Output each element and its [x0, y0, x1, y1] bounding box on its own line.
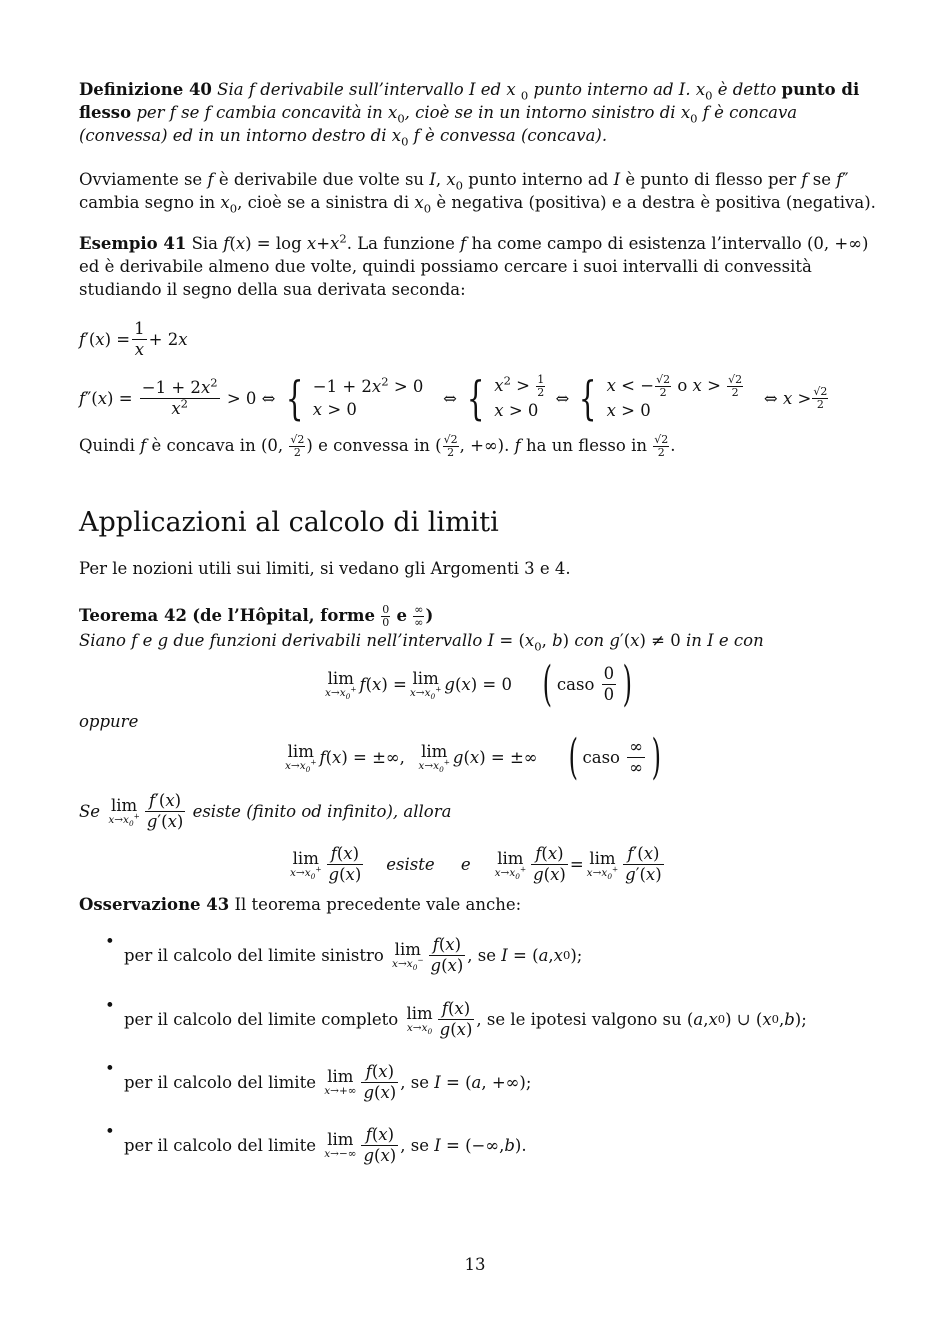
- def-text: , cioè se in un intorno sinistro di: [404, 103, 676, 122]
- def-text: è concava (convessa) ed in un intorno destro di: [79, 103, 798, 145]
- definition-40: Definizione 40 Sia f derivabile sull’intervallo I ed x $_0$ punto interno ad I. $x_0$ è detto punto di flesso per f se f cambia concavità in $x_0$, cioè se in un intorno sinistro di $x_0$ f è concava (convessa) ed in un intorno destro di $x_0$ f è convessa (concava).: [79, 80, 860, 149]
- list-item: • per il calcolo del limite lim x→+∞ $\frac{f(x)}{g(x)}$ , se I = ( a , +∞);: [79, 1057, 887, 1107]
- text: Siano: [79, 631, 126, 650]
- section-title: Applicazioni al calcolo di limiti: [79, 507, 499, 538]
- text: • per il calcolo del limite: [124, 1135, 316, 1155]
- text: è derivabile due volte su: [218, 170, 425, 189]
- text: punto interno ad: [468, 170, 609, 189]
- hypothesis-ratio: Se lim $x\to x_0^+$ $\frac{f'(x)}{g'(x)}$ esiste (finito od infinito), allora: [79, 791, 452, 831]
- example-conclusion: Quindi f è concava in (0, $\frac{√2}{2}$ ) e convessa in ( $\frac{√2}{2}$ , +∞). f ha un flesso in $\frac{√2}{2}$ .: [79, 433, 676, 459]
- oppure: oppure: [79, 712, 139, 731]
- theorem-title: (de l’Hôpital, forme: [192, 606, 376, 625]
- page-number: 13: [464, 1255, 486, 1274]
- text: ha un flesso in: [525, 436, 647, 455]
- hypothesis-zero-zero: lim $x\to x_0^+$ f ( x ) = lim $x\to x_0^+$ g ( x ) = 0 ( caso $\frac{0}{0}$ ): [325, 656, 633, 712]
- text: • per il calcolo del limite sinistro: [124, 945, 384, 965]
- def-text: Sia: [217, 80, 244, 99]
- def-text: se: [181, 103, 200, 122]
- text: ha come campo di esistenza l’intervallo: [471, 234, 802, 253]
- theorem-42-heading: Teorema 42 (de l’Hôpital, forme $\frac{0}{0}$ e ∞ ∞ ): [79, 603, 434, 629]
- text: in: [685, 631, 702, 650]
- text: , cioè se a sinistra di: [237, 193, 410, 212]
- text: Se: [79, 802, 101, 821]
- def-text: cambia concavità in: [216, 103, 383, 122]
- text: . La funzione: [346, 234, 455, 253]
- text: con: [574, 631, 605, 650]
- list-item: • per il calcolo del limite sinistro lim $x\to x_0^-$ $\frac{f(x)}{g(x)}$ , se I = ( a , x 0 );: [79, 930, 887, 980]
- text: caso: [582, 747, 620, 767]
- text: o: [677, 376, 688, 395]
- paragraph-ovviamente: Ovviamente se f è derivabile due volte su I, $x_0$ punto interno ad I è punto di flesso per f se f″ cambia segno in $x_0$, cioè se a sinistra di $x_0$ è negativa (positiva) e a destra è positiva (negativa).: [79, 170, 876, 216]
- text: ed è derivabile almeno due volte, quindi possiamo cercare i suoi intervalli di convessità studiando il segno della sua derivata seconda:: [79, 257, 812, 299]
- remark-43: [79, 893, 887, 916]
- text: è concava in: [151, 436, 256, 455]
- def-text: derivabile sull’intervallo: [260, 80, 464, 99]
- text: esiste (finito od infinito), allora: [192, 802, 452, 821]
- defined-term: punto di flesso: [79, 80, 860, 122]
- text: e convessa in: [318, 436, 430, 455]
- remark-label: Osservazione 43: [79, 895, 230, 914]
- text: , se: [400, 1135, 429, 1155]
- text: è negativa (positiva) e a destra è positiva (negativa).: [436, 193, 876, 212]
- text: cambia segno in: [79, 193, 216, 212]
- text: Sia: [191, 234, 219, 253]
- text: caso: [556, 674, 595, 694]
- example-label: Esempio 41: [79, 234, 187, 253]
- text: , se: [467, 945, 497, 965]
- second-derivative: f ″( x ) = $\frac{-1 + 2x^2}{x^2}$ > 0 ⇔ { $-1 + 2x^2 > 0$ x > 0 ⇔ { $x^2$ > $\frac{1}{2}$ x > 0 ⇔ { x < − $\frac{√2}{2}$ o x > $\frac{√2}{2}$ x > 0 ⇔ x > √2 2: [79, 371, 828, 425]
- def-text: punto interno ad: [533, 80, 674, 99]
- text: esiste: [386, 855, 435, 874]
- def-text: per: [136, 103, 165, 122]
- example-41: Esempio 41 Sia $f(x) = \log x+x^2$. La funzione f ha come campo di esistenza l’intervallo (0, +∞) ed è derivabile almeno due volte, quindi possiamo cercare i suoi intervalli di convessità studiando il segno della sua derivata seconda:: [79, 231, 869, 299]
- text: e: [142, 631, 153, 650]
- remark-list: [79, 930, 887, 1170]
- hypothesis-inf-inf: lim $x\to x_0^+$ f ( x ) = ±∞, lim $x\to x_0^+$ g ( x ) = ±∞ ( caso $\frac{\infty}{\infty}$ ): [285, 729, 662, 785]
- text: • per il calcolo del limite completo: [124, 1009, 399, 1029]
- first-derivative: f ′( x ) = $\frac{1}{x}$ + 2 x: [79, 319, 188, 359]
- thesis: lim $x\to x_0^+$ $\frac{f(x)}{g(x)}$ esiste e lim $x\to x_0^+$ $\frac{f(x)}{g(x)}$ = lim $x\to x_0^+$ $\frac{f'(x)}{g'(x)}$: [290, 844, 662, 884]
- def-text: è convessa (concava).: [425, 126, 608, 145]
- theorem-label: Teorema 42: [79, 606, 187, 625]
- text: e: [396, 606, 408, 625]
- text: • per il calcolo del limite: [124, 1072, 316, 1092]
- text: e con: [718, 631, 764, 650]
- text: Il teorema precedente vale anche:: [234, 895, 522, 914]
- page-content: [79, 78, 887, 1170]
- text: Ovviamente se: [79, 170, 203, 189]
- theorem-42-statement: Siano f e g due funzioni derivabili nell’intervallo $I = (x_0$, b) con g′(x) ≠ 0 in I e con: [79, 631, 764, 654]
- text: Quindi: [79, 436, 135, 455]
- list-item: • per il calcolo del limite lim x→−∞ $\frac{f(x)}{g(x)}$ , se I = (−∞, b ).: [79, 1120, 887, 1170]
- text: e: [460, 855, 471, 874]
- definition-label: Definizione 40: [79, 80, 212, 99]
- def-text: ed: [480, 80, 502, 99]
- def-text: è detto: [717, 80, 777, 99]
- section-intro: Per le nozioni utili sui limiti, si vedano gli Argomenti 3 e 4.: [79, 559, 571, 578]
- text: è punto di flesso per: [625, 170, 797, 189]
- text: due funzioni derivabili nell’intervallo: [173, 631, 483, 650]
- text: , se le ipotesi valgono su: [476, 1009, 682, 1029]
- text: , se: [400, 1072, 429, 1092]
- text: se: [812, 170, 832, 189]
- list-item: • per il calcolo del limite completo lim $x\to x_0$ $\frac{f(x)}{g(x)}$ , se le ipotesi valgono su ( a , x 0 ) ∪ ( x 0 , b );: [79, 994, 887, 1044]
